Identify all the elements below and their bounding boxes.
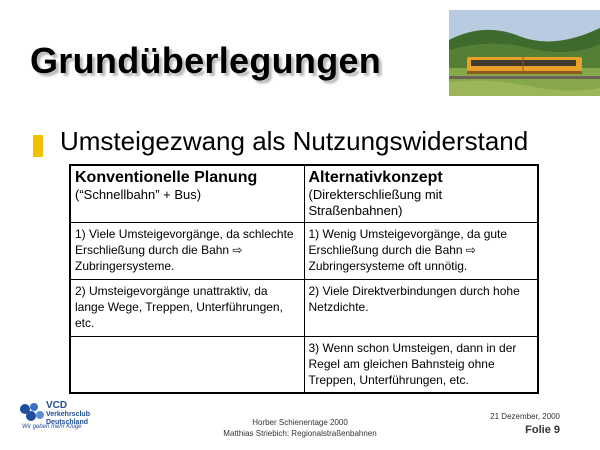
header-subtitle: (Direkterschließung mit Straßenbahnen)	[308, 187, 443, 218]
footer-event: Horber Schienentage 2000	[252, 418, 348, 427]
header-title: Alternativkonzept	[308, 169, 443, 186]
table-row	[70, 280, 538, 337]
table-header-row	[70, 165, 538, 223]
bullet-text: Umsteigezwang als Nutzungswiderstand	[60, 126, 529, 156]
comparison-table	[69, 164, 539, 394]
header-alternative	[304, 165, 538, 223]
slide-title: Grundüberlegungen	[30, 40, 382, 81]
table-cell: 1) Wenig Umsteigevorgänge, da gute Erschließung durch die Bahn ⇨ Zubringersysteme oft unnötig.	[304, 223, 538, 280]
logo-org: Verkehrsclub Deutschland	[46, 411, 90, 426]
logo-tagline: Wir geben mehr Kluge	[22, 424, 82, 430]
table-cell: 1) Viele Umsteigevorgänge, da schlechte Erschließung durch die Bahn ⇨ Zubringersysteme.	[70, 223, 304, 280]
tram-photo	[449, 10, 600, 96]
bullet-marker	[33, 135, 43, 157]
table-row	[70, 337, 538, 393]
footer-date: 21 Dezember, 2000	[490, 412, 560, 421]
footer-author: Matthias Striebich: Regionalstraßenbahnen	[223, 429, 377, 438]
table-cell: 2) Viele Direktverbindungen durch hohe Netzdichte.	[304, 280, 538, 337]
slide-number: Folie 9	[525, 424, 560, 436]
table-cell	[70, 337, 304, 393]
header-subtitle: (“Schnellbahn” + Bus)	[75, 187, 202, 202]
header-conventional	[70, 165, 304, 223]
table-cell: 3) Wenn schon Umsteigen, dann in der Regel am gleichen Bahnsteig ohne Treppen, Unterführungen, etc.	[304, 337, 538, 393]
table-cell: 2) Umsteigevorgänge unattraktiv, da lange Wege, Treppen, Unterführungen, etc.	[70, 280, 304, 337]
table-row	[70, 223, 538, 280]
header-title: Konventionelle Planung	[75, 169, 258, 186]
logo-name: VCD	[46, 400, 68, 411]
